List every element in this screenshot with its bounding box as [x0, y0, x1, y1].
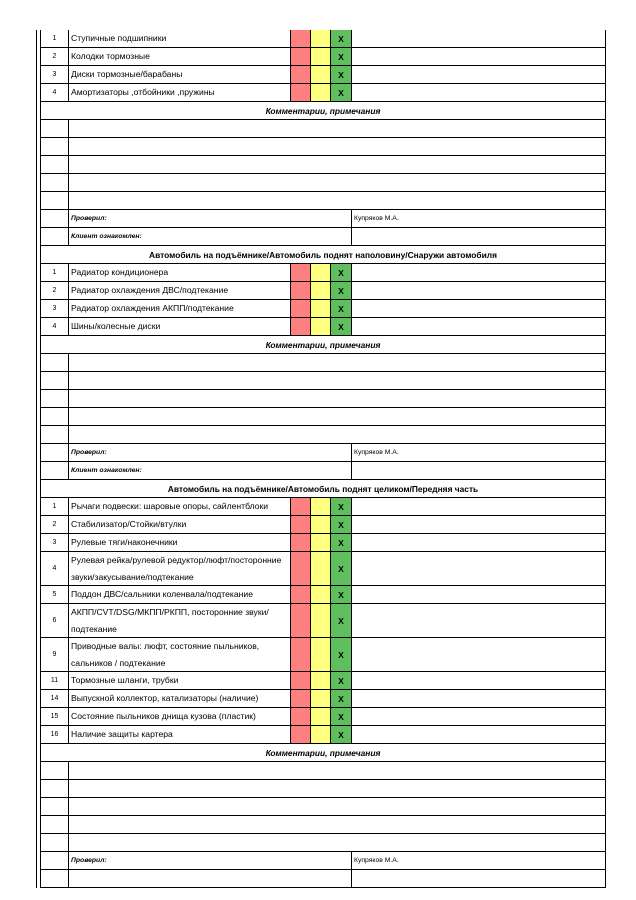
item-name: Выпускной коллектор, катализаторы (наличие): [68, 690, 290, 707]
comment-line-row: [40, 120, 606, 138]
item-name: Радиатор охлаждения ДВС/подтекание: [68, 282, 290, 299]
item-name: Рычаги подвески: шаровые опоры, сайлентблоки: [68, 498, 290, 515]
status-green-mark[interactable]: X: [330, 66, 351, 83]
item-number: 15: [40, 708, 68, 725]
comment-line[interactable]: [68, 426, 605, 443]
status-red-cell[interactable]: [290, 586, 310, 603]
checked-by-margin: [40, 210, 68, 227]
item-note-cell[interactable]: [351, 690, 605, 707]
checked-by-row: [40, 444, 606, 462]
item-number: 1: [40, 264, 68, 281]
comment-line-row: [40, 156, 606, 174]
client-acknowledged-label: [68, 870, 351, 887]
item-name: Наличие защиты картера: [68, 726, 290, 743]
status-yellow-cell[interactable]: [310, 672, 330, 689]
client-acknowledged-row: [40, 462, 606, 480]
section-header-row: [40, 336, 606, 354]
item-note-cell[interactable]: [351, 48, 605, 65]
checklist-item-row: [40, 690, 606, 708]
status-green-mark[interactable]: X: [330, 318, 351, 335]
item-number: 2: [40, 282, 68, 299]
status-green-mark[interactable]: X: [330, 638, 351, 671]
comment-line-margin: [40, 174, 68, 191]
comment-line-row: [40, 372, 606, 390]
checklist-item-row: [40, 264, 606, 282]
section-title: Автомобиль на подъёмнике/Автомобиль поднят целиком/Передняя часть: [40, 480, 605, 497]
section-title: Автомобиль на подъёмнике/Автомобиль поднят наполовину/Снаружи автомобиля: [40, 246, 605, 263]
checklist-item-row: [40, 84, 606, 102]
comment-line[interactable]: [68, 354, 605, 371]
status-red-cell[interactable]: [290, 604, 310, 637]
checked-by-margin: [40, 444, 68, 461]
comment-line-row: [40, 192, 606, 210]
item-note-cell[interactable]: [351, 586, 605, 603]
item-note-cell[interactable]: [351, 638, 605, 671]
status-yellow-cell[interactable]: [310, 690, 330, 707]
item-name: Диски тормозные/барабаны: [68, 66, 290, 83]
comment-line[interactable]: [68, 780, 605, 797]
client-acknowledged-row: [40, 870, 606, 888]
status-yellow-cell[interactable]: [310, 30, 330, 47]
client-acknowledged-value[interactable]: [351, 462, 605, 479]
status-red-cell[interactable]: [290, 282, 310, 299]
comment-line-row: [40, 780, 606, 798]
comment-line[interactable]: [68, 762, 605, 779]
checked-by-row: [40, 852, 606, 870]
item-name: Рулевые тяги/наконечники: [68, 534, 290, 551]
status-green-mark[interactable]: X: [330, 604, 351, 637]
comment-line-margin: [40, 192, 68, 209]
checklist-item-row: [40, 604, 606, 638]
status-green-mark[interactable]: X: [330, 690, 351, 707]
checklist-item-row: [40, 516, 606, 534]
status-red-cell[interactable]: [290, 318, 310, 335]
item-name: Шины/колесные диски: [68, 318, 290, 335]
item-name: Колодки тормозные: [68, 48, 290, 65]
status-red-cell[interactable]: [290, 552, 310, 585]
comment-line-margin: [40, 780, 68, 797]
status-red-cell[interactable]: [290, 498, 310, 515]
client-acknowledged-label: Клиент ознакомлен:: [68, 228, 351, 245]
status-yellow-cell[interactable]: [310, 552, 330, 585]
status-red-cell[interactable]: [290, 66, 310, 83]
status-red-cell[interactable]: [290, 516, 310, 533]
comments-header: Комментарии, примечания: [40, 102, 605, 119]
comment-line[interactable]: [68, 174, 605, 191]
checked-by-label: Проверил:: [68, 852, 351, 869]
checked-by-name: Купряков М.А.: [351, 444, 605, 461]
section-header-row: [40, 480, 606, 498]
item-name: Рулевая рейка/рулевой редуктор/люфт/посторонние звуки/закусывание/подтекание: [68, 552, 290, 585]
status-yellow-cell[interactable]: [310, 66, 330, 83]
checklist-item-row: [40, 534, 606, 552]
checklist-item-row: [40, 708, 606, 726]
status-red-cell[interactable]: [290, 638, 310, 671]
status-red-cell[interactable]: [290, 264, 310, 281]
item-note-cell[interactable]: [351, 604, 605, 637]
sheet-border-line: [36, 30, 37, 888]
item-name: Поддон ДВС/сальники коленвала/подтекание: [68, 586, 290, 603]
section-header-row: [40, 246, 606, 264]
item-note-cell[interactable]: [351, 726, 605, 743]
comment-line-row: [40, 390, 606, 408]
status-red-cell[interactable]: [290, 690, 310, 707]
status-yellow-cell[interactable]: [310, 638, 330, 671]
checklist-item-row: [40, 498, 606, 516]
item-number: 6: [40, 604, 68, 637]
checked-by-label: Проверил:: [68, 444, 351, 461]
comment-line-margin: [40, 408, 68, 425]
comment-line-row: [40, 174, 606, 192]
section-header-row: [40, 102, 606, 120]
checklist-table: [40, 30, 606, 888]
checked-by-label: Проверил:: [68, 210, 351, 227]
item-note-cell[interactable]: [351, 552, 605, 585]
status-yellow-cell[interactable]: [310, 264, 330, 281]
comment-line[interactable]: [68, 834, 605, 851]
status-red-cell[interactable]: [290, 726, 310, 743]
status-red-cell[interactable]: [290, 672, 310, 689]
status-yellow-cell[interactable]: [310, 708, 330, 725]
comment-line[interactable]: [68, 138, 605, 155]
client-margin: [40, 870, 68, 887]
item-number: 3: [40, 300, 68, 317]
item-note-cell[interactable]: [351, 282, 605, 299]
client-acknowledged-label: Клиент ознакомлен:: [68, 462, 351, 479]
status-green-mark[interactable]: X: [330, 300, 351, 317]
comment-line-margin: [40, 798, 68, 815]
comment-line-margin: [40, 834, 68, 851]
client-acknowledged-value[interactable]: [351, 228, 605, 245]
checklist-item-row: [40, 300, 606, 318]
item-note-cell[interactable]: [351, 708, 605, 725]
comment-line-margin: [40, 762, 68, 779]
comments-header: Комментарии, примечания: [40, 744, 605, 761]
item-name: Амортизаторы ,отбойники ,пружины: [68, 84, 290, 101]
status-green-mark[interactable]: X: [330, 48, 351, 65]
comment-line-margin: [40, 816, 68, 833]
status-green-mark[interactable]: X: [330, 672, 351, 689]
status-yellow-cell[interactable]: [310, 586, 330, 603]
status-yellow-cell[interactable]: [310, 604, 330, 637]
status-red-cell[interactable]: [290, 534, 310, 551]
status-green-mark[interactable]: X: [330, 552, 351, 585]
checklist-item-row: [40, 66, 606, 84]
status-green-mark[interactable]: X: [330, 498, 351, 515]
item-note-cell[interactable]: [351, 30, 605, 47]
status-red-cell[interactable]: [290, 300, 310, 317]
status-green-mark[interactable]: X: [330, 708, 351, 725]
item-note-cell[interactable]: [351, 498, 605, 515]
comment-line-margin: [40, 138, 68, 155]
item-number: 3: [40, 66, 68, 83]
client-acknowledged-row: [40, 228, 606, 246]
item-number: 11: [40, 672, 68, 689]
comment-line-row: [40, 426, 606, 444]
checklist-item-row: [40, 552, 606, 586]
item-note-cell[interactable]: [351, 318, 605, 335]
checklist-item-row: [40, 48, 606, 66]
comment-line-row: [40, 798, 606, 816]
status-yellow-cell[interactable]: [310, 318, 330, 335]
item-note-cell[interactable]: [351, 300, 605, 317]
comment-line[interactable]: [68, 816, 605, 833]
status-yellow-cell[interactable]: [310, 498, 330, 515]
comment-line[interactable]: [68, 156, 605, 173]
item-note-cell[interactable]: [351, 84, 605, 101]
checklist-item-row: [40, 318, 606, 336]
status-red-cell[interactable]: [290, 48, 310, 65]
comments-header: Комментарии, примечания: [40, 336, 605, 353]
item-number: 5: [40, 586, 68, 603]
checked-by-name: Купряков М.А.: [351, 210, 605, 227]
checked-by-name: Купряков М.А.: [351, 852, 605, 869]
item-name: Радиатор кондиционера: [68, 264, 290, 281]
item-number: 3: [40, 534, 68, 551]
status-green-mark[interactable]: X: [330, 516, 351, 533]
item-number: 4: [40, 84, 68, 101]
section-header-row: [40, 744, 606, 762]
item-number: 14: [40, 690, 68, 707]
status-green-mark[interactable]: X: [330, 282, 351, 299]
comment-line-row: [40, 834, 606, 852]
item-name: Радиатор охлаждения АКПП/подтекание: [68, 300, 290, 317]
item-name: Приводные валы: люфт, состояние пыльников, сальников / подтекание: [68, 638, 290, 671]
client-margin: [40, 462, 68, 479]
status-red-cell[interactable]: [290, 30, 310, 47]
status-yellow-cell[interactable]: [310, 282, 330, 299]
checklist-item-row: [40, 282, 606, 300]
comment-line-margin: [40, 372, 68, 389]
comment-line-margin: [40, 390, 68, 407]
item-number: 2: [40, 48, 68, 65]
comment-line[interactable]: [68, 798, 605, 815]
comment-line-row: [40, 354, 606, 372]
item-name: Стабилизатор/Стойки/втулки: [68, 516, 290, 533]
comment-line[interactable]: [68, 408, 605, 425]
item-note-cell[interactable]: [351, 66, 605, 83]
status-red-cell[interactable]: [290, 84, 310, 101]
status-green-mark[interactable]: X: [330, 726, 351, 743]
comment-line-margin: [40, 426, 68, 443]
checklist-item-row: [40, 586, 606, 604]
status-yellow-cell[interactable]: [310, 48, 330, 65]
status-green-mark[interactable]: X: [330, 586, 351, 603]
item-note-cell[interactable]: [351, 672, 605, 689]
item-name: Ступичные подшипники: [68, 30, 290, 47]
item-name: АКПП/CVT/DSG/МКПП/РКПП, посторонние звуки/подтекание: [68, 604, 290, 637]
item-number: 9: [40, 638, 68, 671]
checklist-item-row: [40, 638, 606, 672]
status-yellow-cell[interactable]: [310, 726, 330, 743]
comment-line-row: [40, 138, 606, 156]
item-note-cell[interactable]: [351, 534, 605, 551]
comment-line-margin: [40, 120, 68, 137]
comment-line-margin: [40, 354, 68, 371]
comment-line[interactable]: [68, 192, 605, 209]
checked-by-margin: [40, 852, 68, 869]
comment-line[interactable]: [68, 372, 605, 389]
status-green-mark[interactable]: X: [330, 84, 351, 101]
item-number: 1: [40, 498, 68, 515]
comment-line[interactable]: [68, 120, 605, 137]
comment-line-margin: [40, 156, 68, 173]
checklist-item-row: [40, 672, 606, 690]
status-yellow-cell[interactable]: [310, 300, 330, 317]
inspection-sheet: [40, 30, 606, 888]
item-number: 2: [40, 516, 68, 533]
status-yellow-cell[interactable]: [310, 516, 330, 533]
status-yellow-cell[interactable]: [310, 84, 330, 101]
item-note-cell[interactable]: [351, 516, 605, 533]
status-green-mark[interactable]: X: [330, 534, 351, 551]
client-margin: [40, 228, 68, 245]
item-number: 4: [40, 318, 68, 335]
checklist-item-row: [40, 30, 606, 48]
item-name: Состояние пыльников днища кузова (пластик): [68, 708, 290, 725]
comment-line-row: [40, 408, 606, 426]
status-green-mark[interactable]: X: [330, 264, 351, 281]
checklist-item-row: [40, 726, 606, 744]
comment-line-row: [40, 816, 606, 834]
comment-line[interactable]: [68, 390, 605, 407]
item-note-cell[interactable]: [351, 264, 605, 281]
status-red-cell[interactable]: [290, 708, 310, 725]
item-name: Тормозные шланги, трубки: [68, 672, 290, 689]
status-green-mark[interactable]: X: [330, 30, 351, 47]
status-yellow-cell[interactable]: [310, 534, 330, 551]
client-acknowledged-value[interactable]: [351, 870, 605, 887]
item-number: 1: [40, 30, 68, 47]
item-number: 16: [40, 726, 68, 743]
comment-line-row: [40, 762, 606, 780]
checked-by-row: [40, 210, 606, 228]
item-number: 4: [40, 552, 68, 585]
